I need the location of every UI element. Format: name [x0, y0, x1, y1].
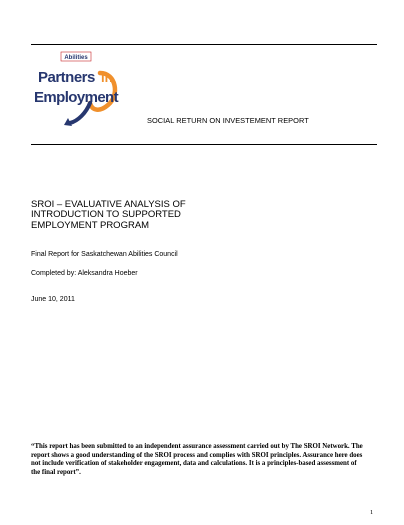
middle-divider — [31, 144, 377, 145]
logo-word-in: in — [101, 70, 113, 85]
navy-hook — [70, 103, 90, 123]
abilities-badge-text: Abilities — [64, 55, 88, 61]
page-number: 1 — [370, 509, 374, 516]
logo-word-employment: Employment — [34, 89, 119, 106]
completed-by: Completed by: Aleksandra Hoeber — [31, 270, 138, 277]
title-line: INTRODUCTION TO SUPPORTED — [31, 209, 181, 221]
top-divider — [31, 44, 377, 45]
title-line: SROI – EVALUATIVE ANALYSIS OF — [31, 199, 186, 210]
partners-in-employment-logo — [34, 51, 120, 127]
title-line: EMPLOYMENT PROGRAM — [31, 219, 150, 231]
report-header: SOCIAL RETURN ON INVESTEMENT REPORT — [147, 116, 309, 125]
logo-graphic — [34, 51, 120, 127]
report-date: June 10, 2011 — [31, 296, 75, 303]
assurance-statement: “This report has been submitted to an independent assurance assessment carried out by The SROI Network. The report shows a good understanding of the SROI process and complies with SROI principles. Assurance here does not include verification of stakeholder engagement, data and calculations. It is a principles-based assessment of the final report”. — [31, 443, 363, 477]
logo-word-partners: Partners — [38, 69, 95, 86]
final-report-for: Final Report for Saskatchewan Abilities Council — [31, 251, 178, 258]
document-title — [31, 200, 271, 231]
